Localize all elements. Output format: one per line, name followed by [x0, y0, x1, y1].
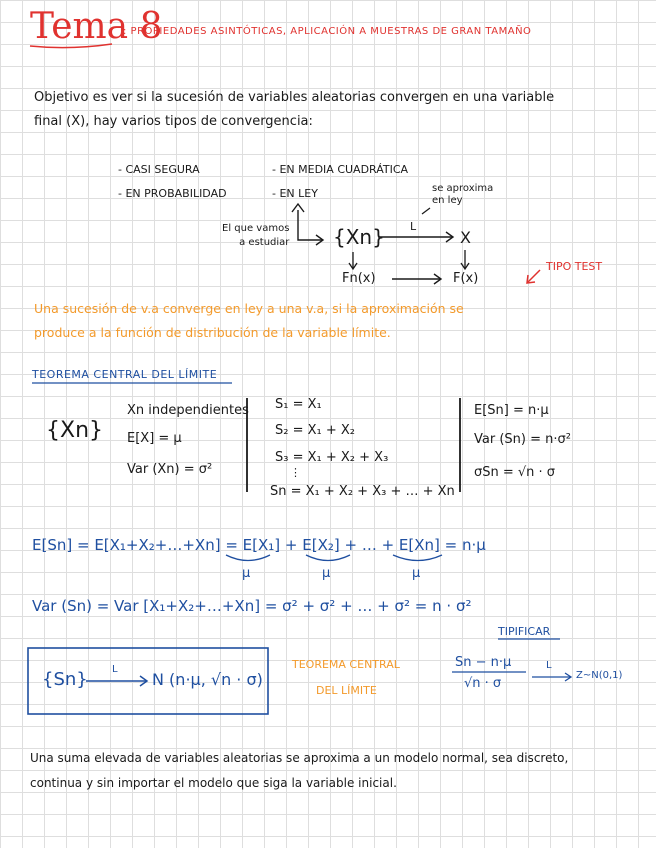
diagram-arrow-label: L — [410, 220, 417, 233]
diagram-note-right: se aproxima en ley — [432, 183, 494, 206]
tcl-sequence: {Xn} — [46, 418, 104, 443]
tcl-col1-line1: Xn independientes — [127, 403, 249, 418]
fraction-denominator: √n · σ — [464, 676, 502, 691]
standard-normal: Z~N(0,1) — [576, 670, 623, 681]
type-en-ley: - EN LEY — [272, 187, 318, 200]
tcl-label-2: DEL LÍMITE — [316, 684, 377, 697]
diagram-sequence: {Xn} — [333, 225, 385, 249]
definition-line-1: Una sucesión de v.a converge en ley a una v.a, si la aproximación se — [34, 301, 464, 316]
tcl-heading: TEOREMA CENTRAL DEL LÍMITE — [32, 368, 218, 381]
tcl-col2-line5: Sn = X₁ + X₂ + X₃ + … + Xn — [270, 484, 455, 499]
fraction-arrow-label: L — [546, 660, 552, 671]
type-casi-segura: - CASI SEGURA — [118, 163, 200, 176]
diagram-fn: Fn(x) — [342, 271, 376, 286]
tcl-col1-line2: E[X] = μ — [127, 431, 182, 446]
conclusion-line-1: Una suma elevada de variables aleatorias se aproxima a un modelo normal, sea discreto, — [30, 751, 569, 765]
tcl-col1-line3: Var (Xn) = σ² — [127, 462, 213, 477]
tcl-col3-line2: Var (Sn) = n·σ² — [474, 432, 571, 447]
intro-line-1: Objetivo es ver si la sucesión de variables aleatorias convergen en una variable — [34, 90, 555, 105]
tema-subtitle: : PROPIEDADES ASINTÓTICAS, APLICACIÓN A MUESTRAS DE GRAN TAMAÑO — [123, 26, 532, 37]
intro-line-2: final (X), hay varios tipos de convergencia: — [34, 114, 313, 129]
result-arrow-label: L — [112, 664, 118, 675]
tcl-col2-line4: ⋮ — [290, 466, 301, 479]
tcl-col3-line1: E[Sn] = n·μ — [474, 403, 549, 418]
result-sn: {Sn} — [42, 669, 88, 690]
tcl-col3-line3: σSn = √n · σ — [474, 465, 556, 480]
tcl-col2-line2: S₂ = X₁ + X₂ — [275, 423, 356, 438]
tcl-label-1: TEOREMA CENTRAL — [292, 658, 400, 671]
mu-label-1: μ — [242, 566, 251, 581]
result-normal: N (n·μ, √n · σ) — [152, 670, 263, 689]
tcl-col2-line1: S₁ = X₁ — [275, 397, 322, 412]
mu-label-3: μ — [412, 566, 421, 581]
variance-equation: Var (Sn) = Var [X₁+X₂+…+Xn] = σ² + σ² + … + σ² = n · σ² — [32, 597, 472, 615]
tipificar-label: TIPIFICAR — [498, 625, 551, 638]
mu-label-2: μ — [322, 566, 331, 581]
type-en-media: - EN MEDIA CUADRÁTICA — [272, 163, 409, 176]
tipo-test-label: TIPO TEST — [546, 260, 603, 273]
diagram-note-left: El que vamos a estudiar — [222, 223, 290, 248]
type-en-probabilidad: - EN PROBABILIDAD — [118, 187, 227, 200]
conclusion-line-2: continua y sin importar el modelo que siga la variable inicial. — [30, 776, 397, 790]
tema-title: Tema 8 — [30, 6, 163, 47]
expectation-equation: E[Sn] = E[X₁+X₂+…+Xn] = E[X₁] + E[X₂] + … + E[Xn] = n·μ — [32, 536, 486, 554]
diagram-f: F(x) — [453, 271, 479, 286]
tcl-col2-line3: S₃ = X₁ + X₂ + X₃ — [275, 450, 389, 465]
fraction-numerator: Sn − n·μ — [455, 655, 512, 670]
definition-line-2: produce a la función de distribución de la variable límite. — [34, 325, 391, 340]
diagram-target: X — [460, 228, 471, 247]
